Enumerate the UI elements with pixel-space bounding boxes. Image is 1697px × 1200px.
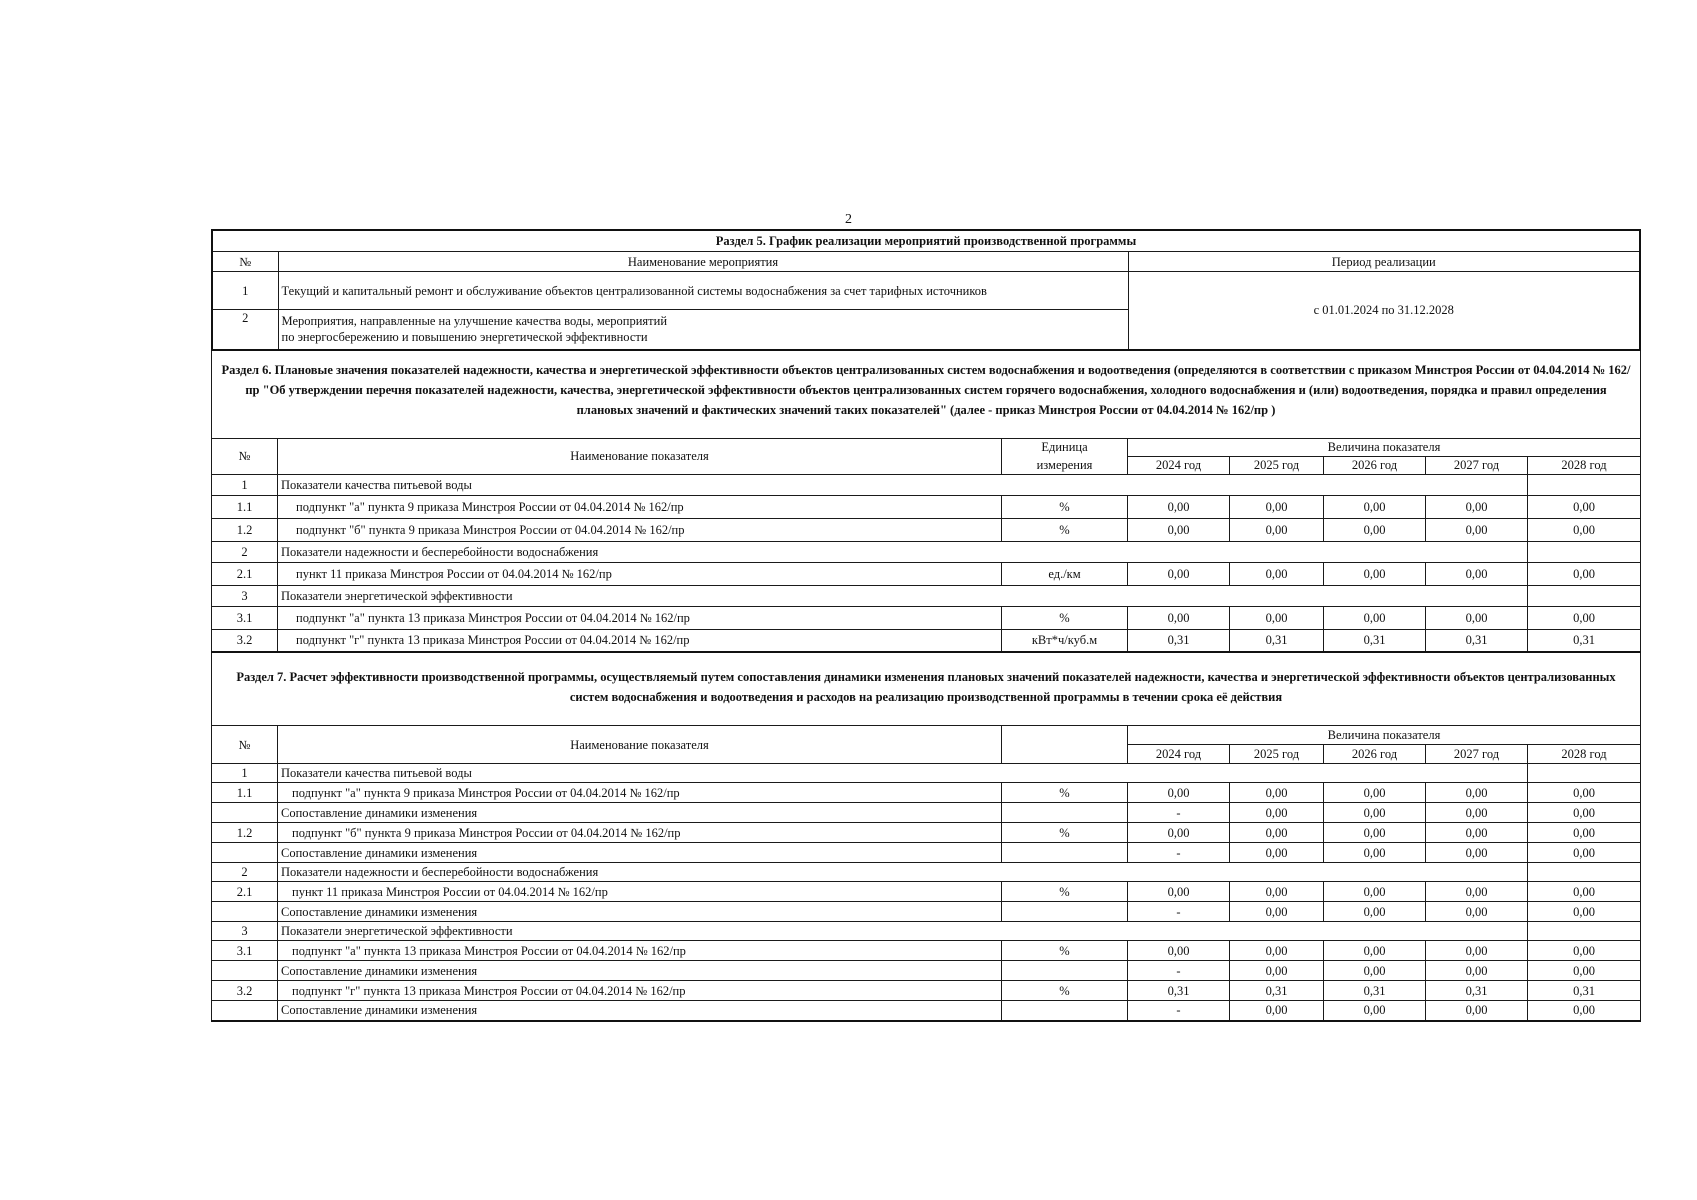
table-row [212, 941, 1641, 961]
value-cell: 0,00 [1528, 882, 1641, 902]
empty-cell [1528, 541, 1641, 562]
empty-cell [1426, 585, 1528, 606]
group-name: Показатели энергетической эффективности [278, 922, 1426, 941]
unit-cell: % [1002, 823, 1128, 843]
unit-cell: % [1002, 783, 1128, 803]
value-cell: 0,00 [1528, 783, 1641, 803]
group-name: Показатели энергетической эффективности [278, 585, 1426, 606]
row-number [212, 843, 278, 863]
value-cell: 0,00 [1426, 843, 1528, 863]
value-cell: 0,00 [1324, 882, 1426, 902]
section6-year-2024: 2024 год [1128, 456, 1230, 474]
row-number: 1.1 [212, 783, 278, 803]
section5-period: с 01.01.2024 по 31.12.2028 [1128, 272, 1640, 350]
section6-col-value: Величина показателя [1128, 438, 1641, 456]
value-cell: 0,00 [1230, 941, 1324, 961]
value-cell: 0,00 [1324, 823, 1426, 843]
table-row [212, 823, 1641, 843]
section5-col-name: Наименование мероприятия [278, 252, 1128, 272]
table-row [212, 843, 1641, 863]
group-name: Показатели качества питьевой воды [278, 764, 1426, 783]
unit-cell [1002, 843, 1128, 863]
value-cell: 0,00 [1230, 495, 1324, 518]
section5-row1-name: Текущий и капитальный ремонт и обслуживание объектов централизованной системы водоснабжения за счет тарифных источников [278, 272, 1128, 310]
group-name: Показатели надежности и бесперебойности водоснабжения [278, 541, 1426, 562]
value-cell: 0,00 [1324, 783, 1426, 803]
row-number: 3.1 [212, 606, 278, 629]
value-cell: 0,00 [1128, 941, 1230, 961]
unit-cell: % [1002, 518, 1128, 541]
value-cell: 0,00 [1528, 823, 1641, 843]
value-cell: 0,00 [1230, 803, 1324, 823]
value-cell: - [1128, 961, 1230, 981]
empty-cell [1528, 585, 1641, 606]
value-cell: 0,00 [1324, 902, 1426, 922]
section6-col-unit-line2: измерения [1002, 456, 1128, 474]
section7-col-no: № [212, 726, 278, 764]
section6-col-unit-line1: Единица [1002, 438, 1128, 456]
row-number: 3 [212, 922, 278, 941]
row-number: 2.1 [212, 562, 278, 585]
value-cell: 0,00 [1128, 518, 1230, 541]
value-cell: - [1128, 843, 1230, 863]
value-cell: 0,00 [1324, 562, 1426, 585]
indicator-name: подпункт "а" пункта 13 приказа Минстроя России от 04.04.2014 № 162/пр [278, 606, 1002, 629]
value-cell: 0,00 [1230, 843, 1324, 863]
value-cell: 0,00 [1230, 783, 1324, 803]
value-cell: 0,00 [1324, 1001, 1426, 1021]
value-cell: 0,31 [1324, 981, 1426, 1001]
indicator-name: Сопоставление динамики изменения [278, 961, 1002, 981]
value-cell: 0,31 [1128, 981, 1230, 1001]
section7-table [211, 725, 1641, 1022]
value-cell: 0,00 [1528, 843, 1641, 863]
value-cell: 0,00 [1528, 902, 1641, 922]
value-cell: 0,31 [1128, 629, 1230, 652]
table-group-row [212, 764, 1641, 783]
value-cell: 0,31 [1324, 629, 1426, 652]
section6-col-name: Наименование показателя [278, 438, 1002, 474]
value-cell: 0,00 [1128, 823, 1230, 843]
unit-cell: % [1002, 882, 1128, 902]
value-cell: - [1128, 1001, 1230, 1021]
value-cell: - [1128, 902, 1230, 922]
unit-cell: % [1002, 606, 1128, 629]
value-cell: 0,31 [1426, 629, 1528, 652]
row-number: 1 [212, 474, 278, 495]
section5-row2-name-line1: Мероприятия, направленные на улучшение качества воды, мероприятий [281, 314, 668, 329]
section6-year-2025: 2025 год [1230, 456, 1324, 474]
value-cell: 0,31 [1528, 981, 1641, 1001]
value-cell: 0,31 [1528, 629, 1641, 652]
indicator-name: Сопоставление динамики изменения [278, 843, 1002, 863]
value-cell: 0,00 [1528, 495, 1641, 518]
indicator-name: подпункт "б" пункта 9 приказа Минстроя России от 04.04.2014 № 162/пр [278, 823, 1002, 843]
table-row [212, 1001, 1641, 1021]
indicator-name: подпункт "г" пункта 13 приказа Минстроя России от 04.04.2014 № 162/пр [278, 981, 1002, 1001]
value-cell: 0,00 [1426, 606, 1528, 629]
indicator-name: Сопоставление динамики изменения [278, 803, 1002, 823]
group-name: Показатели надежности и бесперебойности водоснабжения [278, 863, 1426, 882]
row-number: 2.1 [212, 882, 278, 902]
row-number: 3.2 [212, 981, 278, 1001]
value-cell: 0,00 [1230, 562, 1324, 585]
section6-heading: Раздел 6. Плановые значения показателей надежности, качества и энергетической эффективности объектов централизованных систем водоснабжения и водоотведения (определяются в соответствии с приказом Минстроя России от 04.04.2014 № 162/пр "Об утверждении перечня показателей надежности, качества, энергетической эффективности объектов централизованных систем горячего водоснабжения, холодного водоснабжения и (или) водоотведения, порядка и правил определения плановых значений и фактических значений таких показателей" (далее - приказ Минстроя России от 04.04.2014 № 162/пр ) [211, 351, 1641, 438]
section7-body [212, 764, 1641, 1021]
unit-cell [1002, 961, 1128, 981]
table-group-row [212, 863, 1641, 882]
section5-row1-no: 1 [212, 272, 278, 310]
section7-col-value: Величина показателя [1128, 726, 1641, 745]
value-cell: 0,00 [1528, 562, 1641, 585]
table-row [212, 902, 1641, 922]
document [211, 229, 1641, 1022]
table-row [212, 562, 1641, 585]
value-cell: 0,00 [1426, 902, 1528, 922]
value-cell: 0,00 [1426, 562, 1528, 585]
section5-row2-name-line2: по энергосбережению и повышению энергетической эффективности [281, 330, 648, 345]
value-cell: 0,00 [1324, 518, 1426, 541]
empty-cell [1528, 863, 1641, 882]
value-cell: 0,00 [1128, 882, 1230, 902]
value-cell: 0,00 [1426, 803, 1528, 823]
indicator-name: Сопоставление динамики изменения [278, 1001, 1002, 1021]
empty-cell [1426, 474, 1528, 495]
table-row [212, 518, 1641, 541]
indicator-name: пункт 11 приказа Минстроя России от 04.04.2014 № 162/пр [278, 562, 1002, 585]
row-number: 1 [212, 764, 278, 783]
value-cell: 0,00 [1128, 783, 1230, 803]
empty-cell [1426, 863, 1528, 882]
section7-year-2027: 2027 год [1426, 745, 1528, 764]
value-cell: 0,00 [1426, 961, 1528, 981]
row-number: 1.2 [212, 518, 278, 541]
unit-cell [1002, 1001, 1128, 1021]
unit-cell [1002, 803, 1128, 823]
value-cell: 0,00 [1324, 606, 1426, 629]
section5-table [211, 229, 1641, 351]
indicator-name: подпункт "а" пункта 9 приказа Минстроя России от 04.04.2014 № 162/пр [278, 495, 1002, 518]
page-number: 2 [845, 212, 852, 227]
section6-col-no: № [212, 438, 278, 474]
empty-cell [1528, 764, 1641, 783]
section5-row2-no: 2 [212, 310, 278, 350]
value-cell: 0,00 [1324, 803, 1426, 823]
unit-cell: ед./км [1002, 562, 1128, 585]
row-number [212, 1001, 278, 1021]
value-cell: 0,00 [1128, 495, 1230, 518]
section6-year-2027: 2027 год [1426, 456, 1528, 474]
value-cell: 0,00 [1528, 518, 1641, 541]
section7-heading: Раздел 7. Расчет эффективности производственной программы, осуществляемый путем сопоставления динамики изменения плановых значений показателей надежности, качества и энергетической эффективности объектов централизованных систем водоснабжения и водоотведения и расходов на реализацию производственной программы в течении срока её действия [211, 653, 1641, 725]
value-cell: 0,00 [1230, 961, 1324, 981]
value-cell: 0,00 [1528, 941, 1641, 961]
value-cell: 0,00 [1230, 1001, 1324, 1021]
table-group-row [212, 541, 1641, 562]
empty-cell [1528, 922, 1641, 941]
section7-year-2025: 2025 год [1230, 745, 1324, 764]
section7-year-2026: 2026 год [1324, 745, 1426, 764]
value-cell: 0,00 [1426, 1001, 1528, 1021]
section5-col-no: № [212, 252, 278, 272]
unit-cell: % [1002, 941, 1128, 961]
empty-cell [1426, 764, 1528, 783]
value-cell: 0,00 [1426, 882, 1528, 902]
value-cell: 0,00 [1528, 803, 1641, 823]
table-row [212, 783, 1641, 803]
value-cell: 0,00 [1426, 518, 1528, 541]
value-cell: 0,00 [1528, 961, 1641, 981]
row-number: 2 [212, 541, 278, 562]
value-cell: 0,00 [1426, 941, 1528, 961]
section6-year-2026: 2026 год [1324, 456, 1426, 474]
value-cell: - [1128, 803, 1230, 823]
table-row [212, 495, 1641, 518]
section6-body [212, 474, 1641, 652]
value-cell: 0,31 [1426, 981, 1528, 1001]
row-number: 1.1 [212, 495, 278, 518]
unit-cell: % [1002, 981, 1128, 1001]
indicator-name: подпункт "б" пункта 9 приказа Минстроя России от 04.04.2014 № 162/пр [278, 518, 1002, 541]
empty-cell [1528, 474, 1641, 495]
table-group-row [212, 922, 1641, 941]
value-cell: 0,00 [1324, 495, 1426, 518]
row-number: 1.2 [212, 823, 278, 843]
value-cell: 0,00 [1324, 961, 1426, 981]
value-cell: 0,00 [1230, 518, 1324, 541]
table-group-row [212, 585, 1641, 606]
section5-col-period: Период реализации [1128, 252, 1640, 272]
table-row [212, 803, 1641, 823]
section6-year-2028: 2028 год [1528, 456, 1641, 474]
value-cell: 0,00 [1230, 902, 1324, 922]
indicator-name: Сопоставление динамики изменения [278, 902, 1002, 922]
table-row [212, 961, 1641, 981]
row-number [212, 803, 278, 823]
value-cell: 0,00 [1324, 941, 1426, 961]
indicator-name: подпункт "г" пункта 13 приказа Минстроя России от 04.04.2014 № 162/пр [278, 629, 1002, 652]
empty-cell [1426, 922, 1528, 941]
value-cell: 0,00 [1128, 562, 1230, 585]
value-cell: 0,00 [1426, 823, 1528, 843]
unit-cell: % [1002, 495, 1128, 518]
section7-year-2028: 2028 год [1528, 745, 1641, 764]
unit-cell: кВт*ч/куб.м [1002, 629, 1128, 652]
unit-cell [1002, 902, 1128, 922]
group-name: Показатели качества питьевой воды [278, 474, 1426, 495]
value-cell: 0,00 [1230, 823, 1324, 843]
row-number [212, 961, 278, 981]
section6-table [211, 438, 1641, 654]
table-row [212, 629, 1641, 652]
section5-row2-name [278, 310, 1128, 350]
section7-year-2024: 2024 год [1128, 745, 1230, 764]
row-number: 3.2 [212, 629, 278, 652]
value-cell: 0,00 [1128, 606, 1230, 629]
row-number: 2 [212, 863, 278, 882]
empty-cell [1426, 541, 1528, 562]
value-cell: 0,00 [1324, 843, 1426, 863]
table-row [212, 981, 1641, 1001]
value-cell: 0,00 [1230, 606, 1324, 629]
indicator-name: подпункт "а" пункта 9 приказа Минстроя России от 04.04.2014 № 162/пр [278, 783, 1002, 803]
indicator-name: пункт 11 приказа Минстроя России от 04.04.2014 № 162/пр [278, 882, 1002, 902]
value-cell: 0,00 [1426, 783, 1528, 803]
row-number: 3.1 [212, 941, 278, 961]
section7-col-name: Наименование показателя [278, 726, 1002, 764]
value-cell: 0,31 [1230, 629, 1324, 652]
row-number [212, 902, 278, 922]
row-number: 3 [212, 585, 278, 606]
table-row [212, 606, 1641, 629]
value-cell: 0,00 [1230, 882, 1324, 902]
section5-title: Раздел 5. График реализации мероприятий производственной программы [212, 230, 1640, 252]
value-cell: 0,00 [1528, 1001, 1641, 1021]
table-group-row [212, 474, 1641, 495]
value-cell: 0,00 [1528, 606, 1641, 629]
value-cell: 0,31 [1230, 981, 1324, 1001]
table-row [212, 882, 1641, 902]
value-cell: 0,00 [1426, 495, 1528, 518]
section7-col-unit [1002, 726, 1128, 764]
indicator-name: подпункт "а" пункта 13 приказа Минстроя России от 04.04.2014 № 162/пр [278, 941, 1002, 961]
